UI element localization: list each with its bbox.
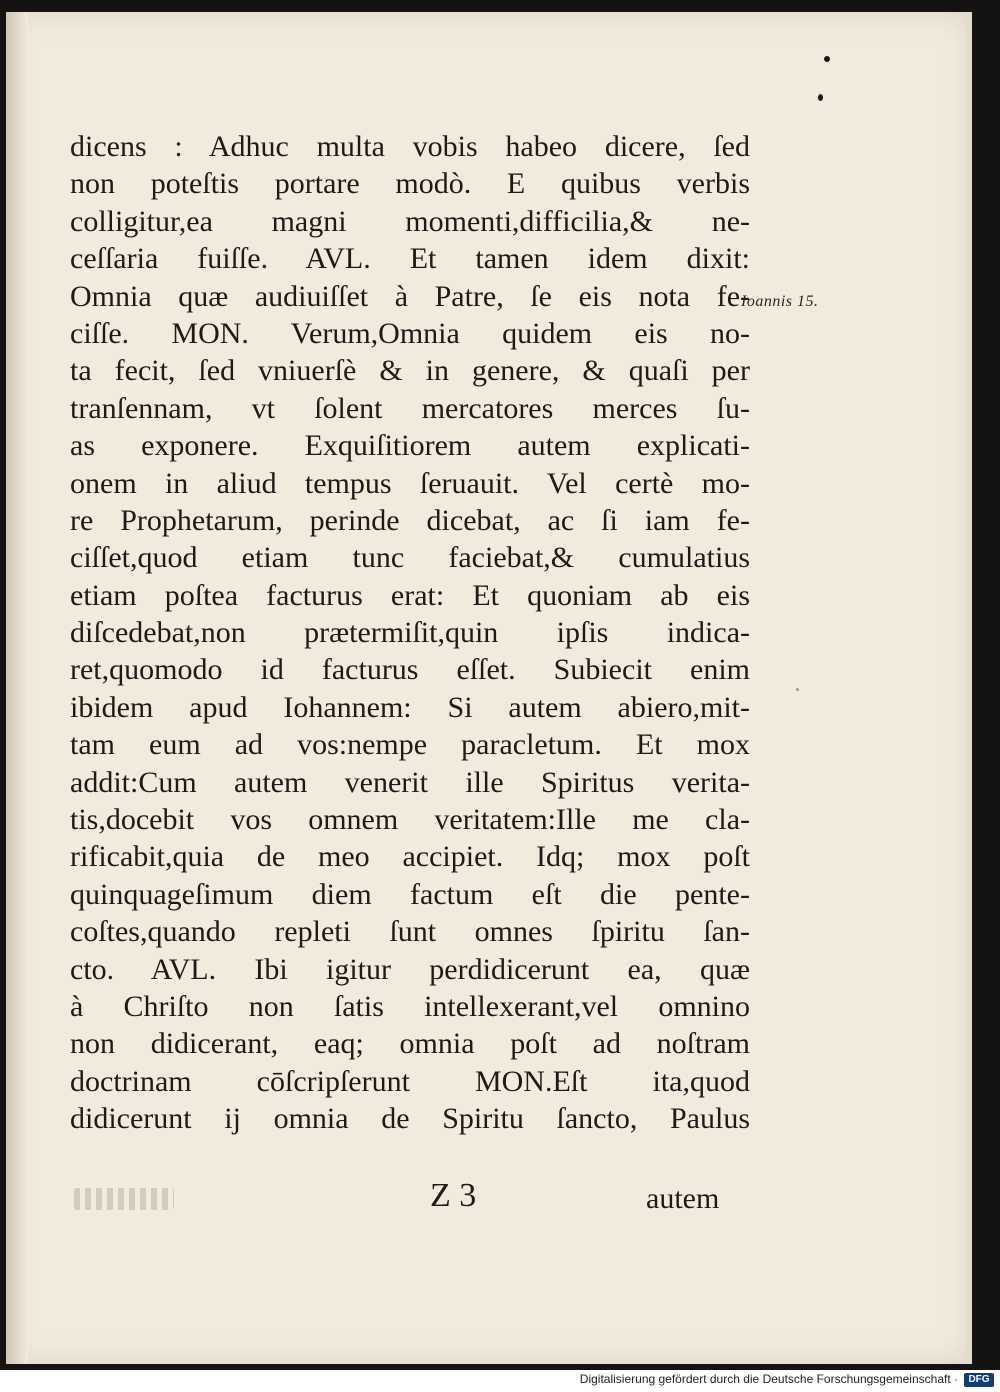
text-line: ciſſe. MON. Verum,Omnia quidem eis no- — [70, 316, 750, 350]
text-line: colligitur,ea magni momenti,difficilia,& ne- — [70, 204, 750, 238]
text-line: cto. AVL. Ibi igitur perdidicerunt ea, quæ — [70, 952, 750, 986]
text-line: addit:Cum autem venerit ille Spiritus verita- — [70, 765, 750, 799]
page-edge — [966, 12, 972, 1364]
text-line: diſcedebat,non prætermiſit,quin ipſis indica- — [70, 616, 750, 650]
text-line: rificabit,quia de meo accipiet. Idq; mox poſt — [70, 840, 750, 874]
text-line: Omnia quæ audiuiſſet à Patre, ſe eis nota fe- — [70, 279, 750, 313]
page-gutter-shadow — [6, 12, 28, 1364]
ink-speck — [796, 688, 799, 691]
book-page — [6, 12, 972, 1364]
show-through-bleed — [74, 1188, 174, 1210]
text-line: dicens : Adhuc multa vobis habeo dicere, ſed — [70, 130, 750, 163]
text-line: ta fecit, ſed vniuerſè & in genere, & quaſi per — [70, 354, 750, 388]
text-line: ciſſet,quod etiam tunc faciebat,& cumulatius — [70, 541, 750, 575]
catchword: autem — [646, 1182, 720, 1215]
text-line: didicerunt ij omnia de Spiritu ſancto, Paulus — [70, 1102, 750, 1136]
ink-speck — [818, 94, 823, 101]
text-line: tam eum ad vos:nempe paracletum. Et mox — [70, 728, 750, 762]
ink-speck — [824, 56, 830, 62]
text-line: ibidem apud Iohannem: Si autem abiero,mit- — [70, 690, 750, 724]
body-text — [70, 128, 750, 1138]
text-line: ret,quomodo id facturus eſſet. Subiecit enim — [70, 653, 750, 687]
signature-mark: Z 3 — [430, 1177, 477, 1214]
text-line: re Prophetarum, perinde dicebat, ac ſi iam fe- — [70, 503, 750, 537]
funding-credit: Digitalisierung gefördert durch die Deutsche Forschungsgemeinschaft · — [579, 1372, 958, 1386]
text-line: coſtes,quando repleti ſunt omnes ſpiritu ſan- — [70, 915, 750, 949]
text-line: doctrinam cōſcripſerunt MON.Eſt ita,quod — [70, 1064, 750, 1098]
text-line: non poteſtis portare modò. E quibus verbis — [70, 167, 750, 201]
text-line: quinquageſimum diem factum eſt die pente- — [70, 877, 750, 911]
text-line: etiam poſtea facturus erat: Et quoniam ab eis — [70, 578, 750, 612]
footer-bar — [0, 1370, 1000, 1392]
text-line: ceſſaria fuiſſe. AVL. Et tamen idem dixit: — [70, 242, 750, 276]
text-line: non didicerant, eaq; omnia poſt ad noſtram — [70, 1027, 750, 1061]
text-line: as exponere. Exquiſitiorem autem explicati- — [70, 429, 750, 463]
text-line: tis,docebit vos omnem veritatem:Ille me cla- — [70, 803, 750, 837]
text-line: à Chriſto non ſatis intellexerant,vel omnino — [70, 989, 750, 1023]
text-line: tranſennam, vt ſolent mercatores merces ſu- — [70, 391, 750, 425]
dfg-logo: DFG — [964, 1373, 994, 1387]
marginal-reference-note: Ioannis 15. — [741, 293, 819, 310]
text-line: onem in aliud tempus ſeruauit. Vel certè mo- — [70, 466, 750, 500]
